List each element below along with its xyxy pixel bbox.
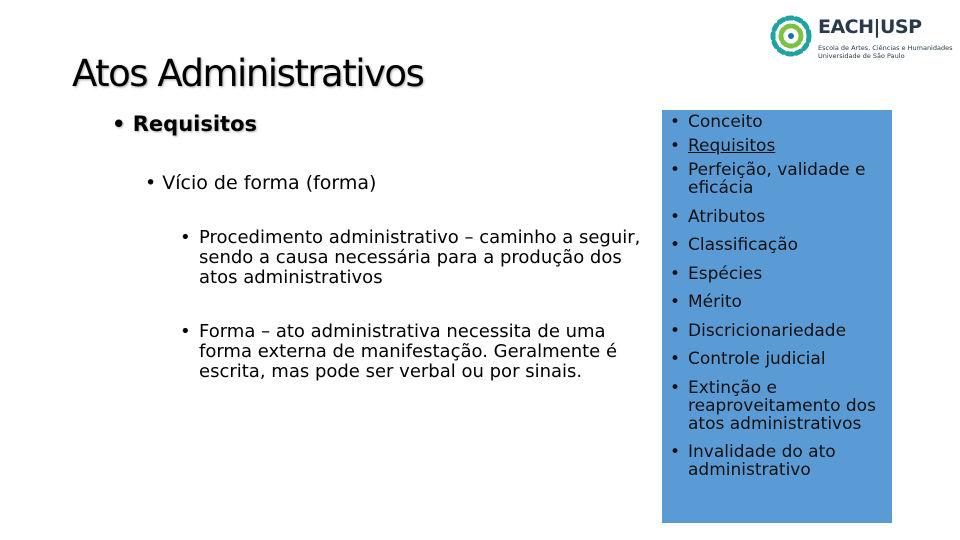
topic-item (666, 322, 882, 340)
logo-wordmark: EACH|USP (818, 16, 922, 38)
topic-label: Requisitos (688, 136, 776, 156)
bullet: • (670, 206, 681, 227)
bullet: • (670, 377, 681, 398)
topic-label: Atributos (688, 206, 766, 227)
topic-label: Extinção e reaproveitamento dos atos administrativos (688, 377, 876, 434)
topic-label: Espécies (688, 263, 763, 284)
topic-item (666, 443, 882, 479)
topic-item (666, 236, 882, 254)
topic-label: Invalidade do ato administrativo (688, 442, 836, 480)
bullet: • (145, 172, 157, 194)
slide-title: Atos Administrativos (72, 52, 424, 95)
topic-label: Discricionariedade (688, 320, 847, 341)
topic-item (666, 350, 882, 368)
topic-label: Controle judicial (688, 349, 826, 369)
topic-label: Perfeição, validade e eficácia (688, 160, 866, 198)
logo-line2: Universidade de São Paulo (818, 52, 905, 60)
topic-item (666, 379, 882, 433)
bullet: • (112, 112, 126, 136)
bullet: • (670, 320, 681, 341)
bullet: • (670, 160, 681, 180)
bullet: • (180, 227, 191, 248)
topic-label: Classificação (688, 235, 799, 255)
topics-panel (662, 110, 892, 523)
point-procedimento (180, 228, 650, 288)
topic-item (666, 161, 882, 197)
bullet: • (670, 235, 681, 255)
level2-item (145, 172, 376, 194)
topic-item (666, 208, 882, 226)
bullet: • (670, 442, 681, 462)
level1-item (112, 112, 257, 136)
bullet: • (670, 263, 681, 284)
topic-item (666, 265, 882, 283)
topic-label: Mérito (688, 292, 742, 312)
topic-item-current (666, 137, 882, 155)
level1-label: Requisitos (132, 112, 258, 136)
point-forma (180, 322, 650, 382)
bullet: • (670, 292, 681, 312)
bullet: • (670, 136, 681, 156)
logo-emblem-icon (766, 10, 816, 62)
topic-item (666, 293, 882, 311)
topic-item (666, 113, 882, 131)
level2-label: Vício de forma (forma) (162, 172, 377, 194)
point-text: Procedimento administrativo – caminho a seguir, sendo a causa necessária para a produção dos atos administrativos (199, 227, 641, 288)
bullet: • (180, 321, 191, 342)
each-usp-logo (766, 10, 953, 62)
bullet: • (670, 112, 681, 132)
point-text: Forma – ato administrativa necessita de uma forma externa de manifestação. Geralmente é escrita, mas pode ser verbal ou por sinais. (199, 321, 618, 382)
bullet: • (670, 349, 681, 369)
topics-list (666, 113, 882, 479)
topic-label: Conceito (688, 112, 763, 132)
logo-line1: Escola de Artes, Ciências e Humanidades (818, 44, 953, 52)
